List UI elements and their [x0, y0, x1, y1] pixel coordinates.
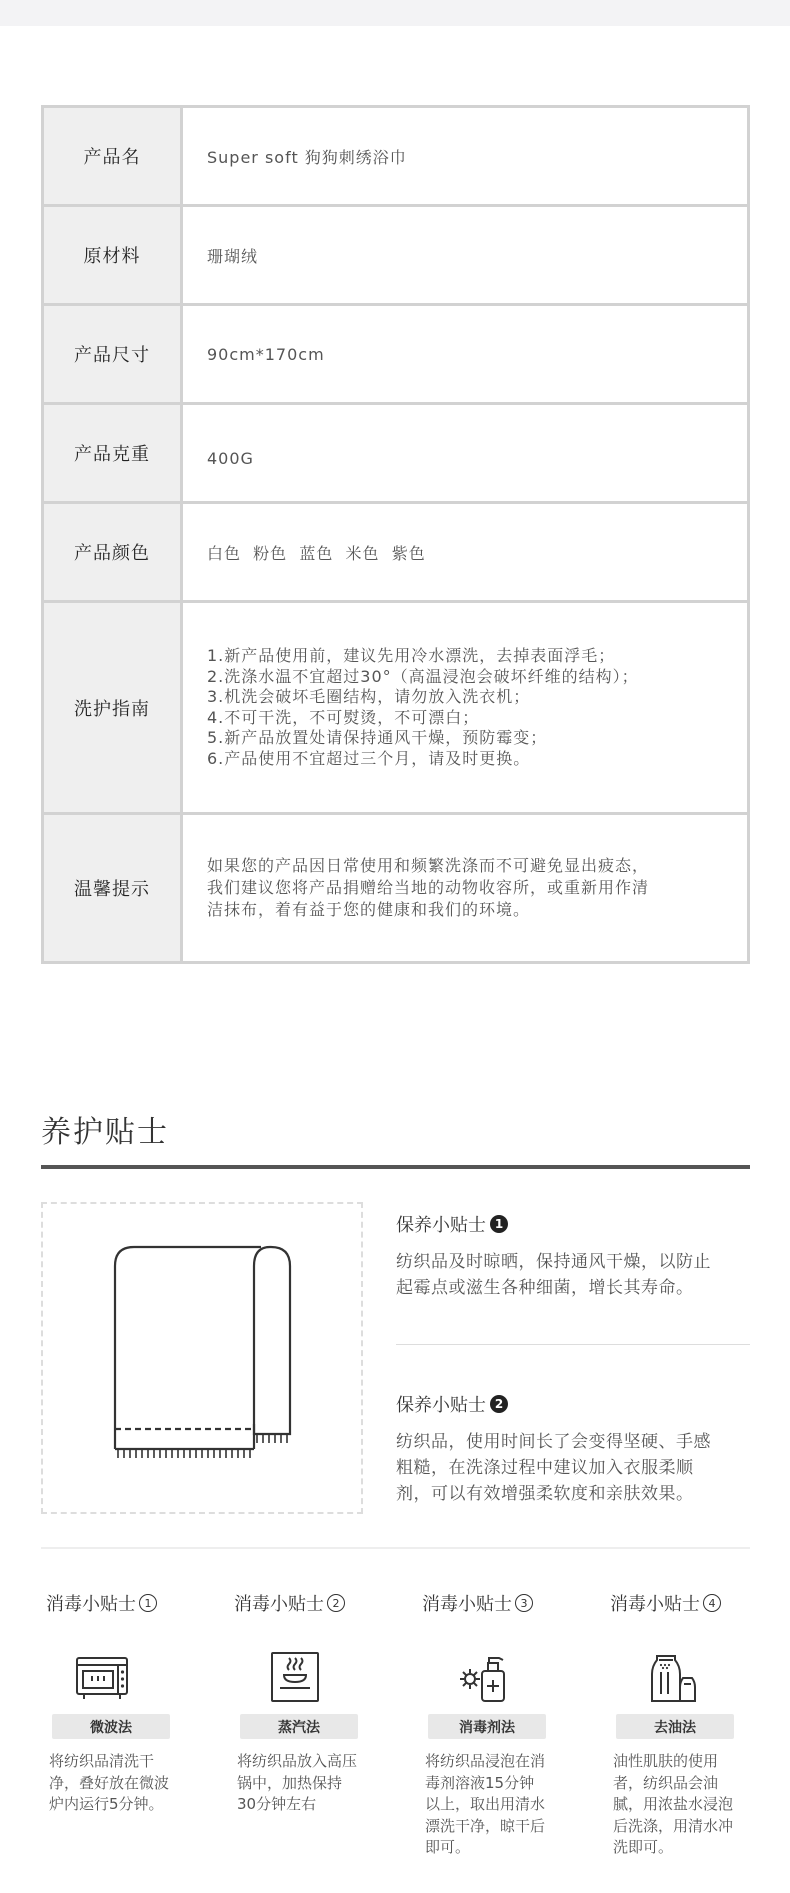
disinfect-line: 油性肌肤的使用: [613, 1752, 719, 1770]
spec-value: [183, 815, 747, 961]
spec-row-weight: [44, 405, 747, 504]
disinfect-line: 者，纺织品会油: [613, 1773, 719, 1792]
number-badge-icon: 3: [515, 1594, 533, 1612]
microwave-icon: [74, 1650, 130, 1706]
disinfect-text: [613, 1751, 753, 1859]
spec-row-reminder: [44, 815, 747, 961]
number-badge-icon: 4: [703, 1594, 721, 1612]
spec-row-size: [44, 306, 747, 405]
disinfect-text: [49, 1751, 189, 1816]
disinfect-line: 洗即可。: [613, 1838, 674, 1856]
care-tip-heading: [396, 1211, 756, 1237]
care-tip-line: 粗糙，在洗涤过程中建议加入衣服柔顺: [396, 1458, 694, 1478]
care-tip-title: 保养小贴士: [396, 1395, 486, 1416]
top-bar: [0, 0, 790, 26]
reminder-line: 洁抹布，着有益于您的健康和我们的环境。: [207, 900, 531, 919]
spec-value: 珊瑚绒: [207, 246, 259, 266]
section-title: 养护贴士: [41, 1115, 169, 1150]
disinfect-tip-2: [234, 1590, 394, 1813]
spec-value: 90cm*170cm: [207, 344, 325, 364]
spec-label: 产品名: [44, 108, 183, 204]
number-badge-icon: 1: [490, 1215, 508, 1233]
disinfect-line: 毒剂溶液15分钟: [425, 1773, 535, 1792]
care-tip-line: 剂，可以有效增强柔软度和亲肤效果。: [396, 1484, 694, 1504]
disinfectant-bottle-icon: [456, 1650, 512, 1706]
care-guide-lines: [207, 646, 639, 769]
disinfect-line: 锅中，加热保持: [237, 1773, 343, 1792]
disinfect-line: 将纺织品清洗干: [49, 1752, 155, 1770]
care-tip-title: 保养小贴士: [396, 1215, 486, 1236]
care-guide-line: 6.产品使用不宜超过三个月，请及时更换。: [207, 748, 531, 768]
disinfect-line: 将纺织品放入高压: [237, 1752, 358, 1770]
disinfect-tip-1: [46, 1590, 206, 1813]
method-badge: 去油法: [616, 1714, 734, 1739]
spec-row-material: [44, 207, 747, 306]
towel-illustration: [41, 1202, 363, 1514]
method-badge: 微波法: [52, 1714, 170, 1739]
care-tip-heading: [396, 1391, 756, 1417]
disinfect-heading: [46, 1590, 206, 1616]
method-badge: 消毒剂法: [428, 1714, 546, 1739]
reminder-line: 我们建议您将产品捐赠给当地的动物收容所，或重新用作清: [207, 878, 650, 897]
disinfect-line: 30分钟左右: [237, 1795, 317, 1813]
section-divider: [41, 1547, 750, 1549]
care-tip-2: [396, 1391, 756, 1507]
number-badge-icon: 2: [327, 1594, 345, 1612]
towel-icon: [43, 1204, 361, 1512]
product-spec-table: [41, 105, 750, 964]
care-guide-line: 4.不可干洗，不可熨烫，不可漂白；: [207, 707, 480, 727]
care-tip-text: [396, 1249, 756, 1301]
spec-label: 温馨提示: [44, 815, 183, 961]
care-tip-1: [396, 1211, 756, 1301]
disinfect-line: 漂洗干净，晾干后: [425, 1816, 546, 1835]
care-guide-line: 2.洗涤水温不宜超过30°（高温浸泡会破坏纤维的结构）；: [207, 666, 639, 686]
care-guide-line: 5.新产品放置处请保持通风干燥，预防霉变；: [207, 728, 548, 747]
care-guide-line: 3.机洗会破坏毛圈结构，请勿放入洗衣机；: [207, 687, 531, 706]
spec-row-care-guide: [44, 603, 747, 815]
care-tip-line: 纺织品及时晾晒，保持通风干燥，以防止: [396, 1252, 711, 1272]
disinfect-heading: [234, 1590, 394, 1616]
disinfect-title: 消毒小贴士: [610, 1594, 700, 1615]
disinfect-title: 消毒小贴士: [234, 1594, 324, 1615]
method-badge: 蒸汽法: [240, 1714, 358, 1739]
spec-value: [183, 603, 747, 812]
disinfect-title: 消毒小贴士: [422, 1594, 512, 1615]
spec-label: 原材料: [44, 207, 183, 303]
spec-row-name: [44, 108, 747, 207]
oil-bottles-icon: [644, 1650, 700, 1706]
section-divider: [41, 1165, 750, 1169]
spec-label: 产品颜色: [44, 504, 183, 600]
disinfect-line: 将纺织品浸泡在消: [425, 1752, 546, 1770]
number-badge-icon: 1: [139, 1594, 157, 1612]
spec-label: 产品尺寸: [44, 306, 183, 402]
spec-value: 400G: [207, 448, 254, 468]
disinfect-line: 即可。: [425, 1838, 471, 1856]
spec-row-colors: [44, 504, 747, 603]
number-badge-icon: 2: [490, 1395, 508, 1413]
disinfect-line: 后洗涤，用清水冲: [613, 1816, 734, 1835]
care-tip-line: 起霉点或滋生各种细菌，增长其寿命。: [396, 1278, 694, 1298]
disinfect-heading: [422, 1590, 582, 1616]
spec-value: 白色 粉色 蓝色 米色 紫色: [207, 543, 426, 563]
disinfect-text: [425, 1751, 565, 1859]
reminder-line: 如果您的产品因日常使用和频繁洗涤而不可避免显出疲态，: [207, 856, 650, 875]
care-tip-text: [396, 1429, 756, 1507]
disinfect-line: 炉内运行5分钟。: [49, 1795, 164, 1813]
disinfect-tip-4: [610, 1590, 770, 1856]
care-guide-line: 1.新产品使用前，建议先用冷水漂洗，去掉表面浮毛；: [207, 646, 616, 665]
spec-label: 产品克重: [44, 405, 183, 501]
disinfect-tip-3: [422, 1590, 582, 1856]
tips-divider: [396, 1344, 750, 1345]
disinfect-line: 腻，用浓盐水浸泡: [613, 1795, 734, 1813]
disinfect-heading: [610, 1590, 770, 1616]
disinfect-text: [237, 1751, 377, 1816]
reminder-lines: [207, 855, 649, 921]
spec-value: Super soft 狗狗刺绣浴巾: [207, 147, 407, 167]
spec-label: 洗护指南: [44, 603, 183, 812]
care-tip-line: 纺织品，使用时间长了会变得坚硬、手感: [396, 1432, 711, 1452]
disinfect-line: 净，叠好放在微波: [49, 1773, 170, 1792]
disinfect-title: 消毒小贴士: [46, 1594, 136, 1615]
disinfect-line: 以上，取出用清水: [425, 1795, 546, 1813]
steam-pot-icon: [267, 1650, 323, 1706]
